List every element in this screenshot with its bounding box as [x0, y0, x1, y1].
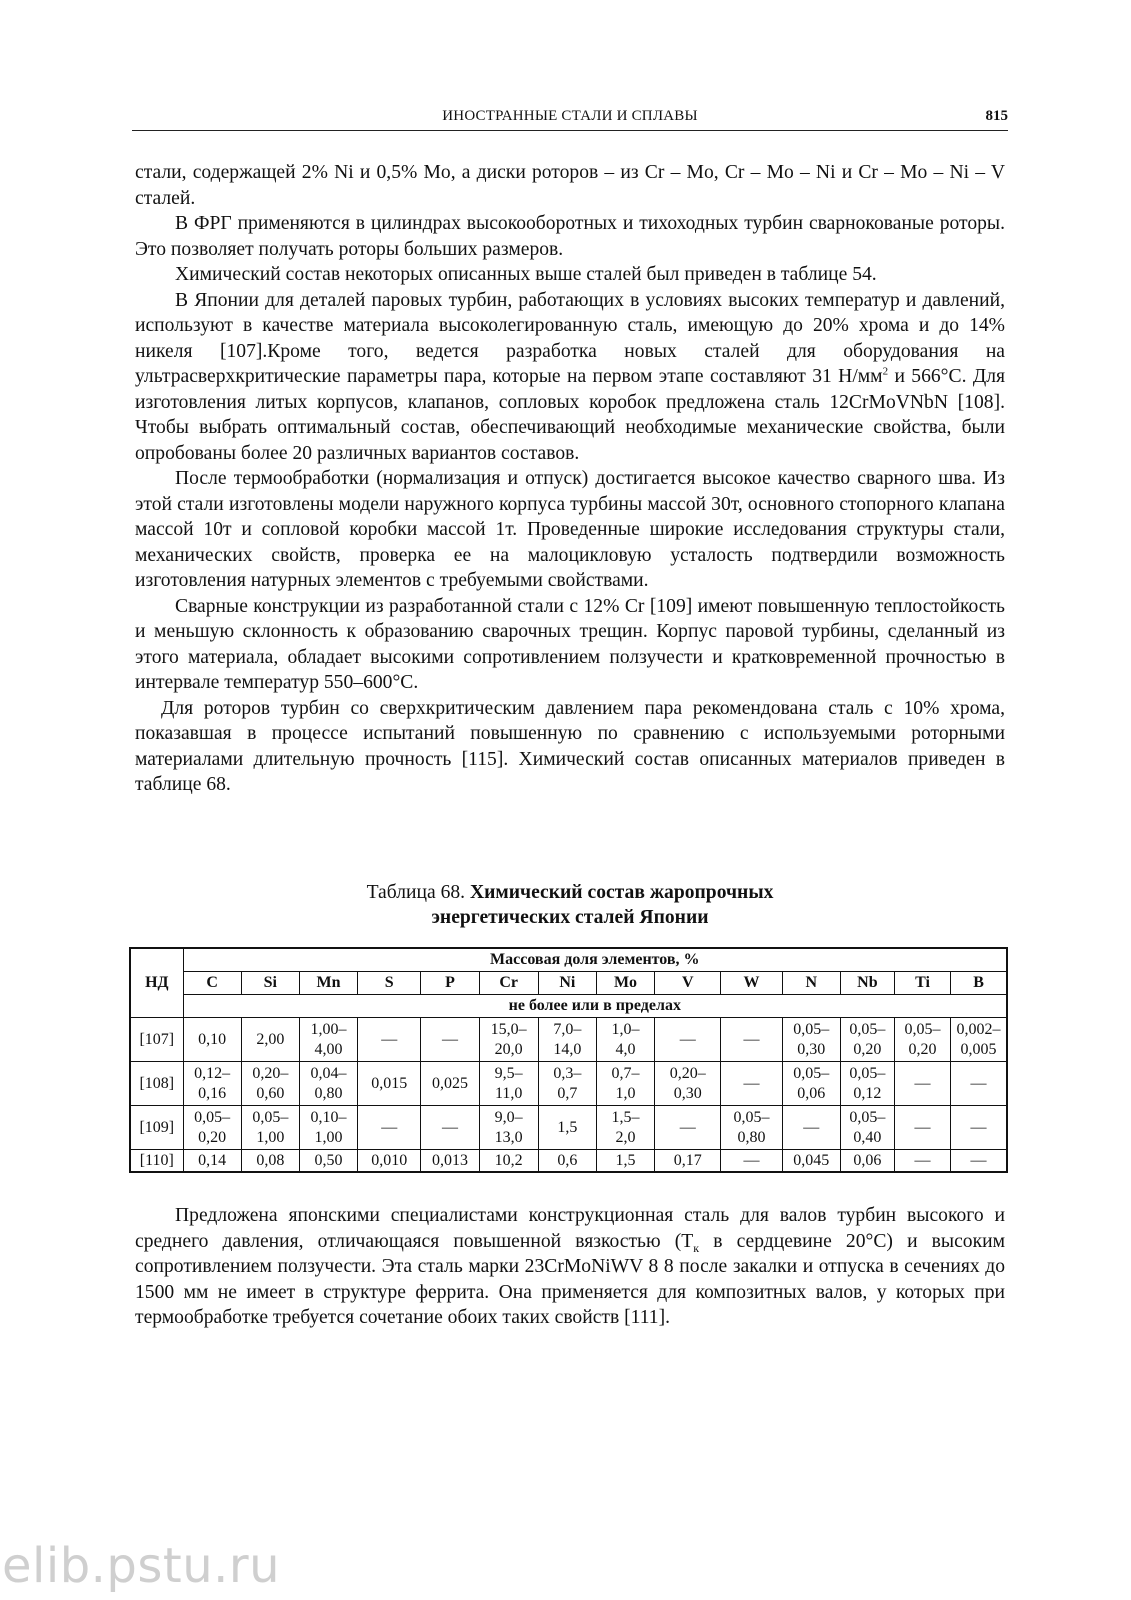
watermark: elib.pstu.ru [2, 1538, 281, 1594]
cell-line: 0,50 [314, 1151, 343, 1169]
cell-line: 0,05– [849, 1064, 886, 1082]
cell-line: — [743, 1030, 760, 1048]
table-cell [596, 1150, 654, 1173]
superscript: 2 [882, 365, 889, 378]
column-header: S [358, 972, 421, 995]
cell-line: — [743, 1151, 760, 1169]
cell-line: 1,00 [314, 1128, 343, 1146]
table-cell [358, 1018, 421, 1062]
cell-line: 20,0 [494, 1040, 523, 1058]
table-cell [655, 1106, 721, 1150]
paragraph-text: В Японии для деталей паровых турбин, работающих в условиях высоких температур и давлений, используют в качестве материала высоколегированную сталь, имеющую до 20% хрома и до 14% никеля [107].Кроме того, ведется разработка новых сталей для оборудования на ультрасверхкритические параметры пара, которые на первом этапе составляют 31 Н/мм [135, 289, 1005, 387]
nd-cell: [108] [130, 1062, 183, 1106]
cell-line: 1,5– [611, 1108, 640, 1126]
cell-line: 0,3– [553, 1064, 582, 1082]
table-cell [538, 1062, 596, 1106]
table-cell [421, 1150, 479, 1173]
table-cell [721, 1150, 782, 1173]
table-cell [538, 1150, 596, 1173]
cell-line: 11,0 [494, 1084, 523, 1102]
cell-line: 0,17 [673, 1151, 702, 1169]
table-cell [421, 1062, 479, 1106]
table-cell [721, 1106, 782, 1150]
table-cell [538, 1106, 596, 1150]
cell-line: 0,7 [557, 1084, 578, 1102]
column-header: Mn [299, 972, 357, 995]
cell-line: 0,14 [198, 1151, 227, 1169]
table-cell [951, 1018, 1007, 1062]
table-cell [241, 1150, 299, 1173]
cell-line: — [970, 1118, 987, 1136]
cell-line: — [381, 1030, 398, 1048]
table-cell [951, 1106, 1007, 1150]
caption-title: Химический состав жаропрочных [469, 882, 774, 903]
column-header: P [421, 972, 479, 995]
cell-line: 0,20– [252, 1064, 289, 1082]
cell-line: 0,013 [431, 1151, 468, 1169]
table-cell [479, 1106, 538, 1150]
column-header: V [655, 972, 721, 995]
cell-line: — [679, 1030, 696, 1048]
table-cell [479, 1062, 538, 1106]
cell-line: 0,80 [737, 1128, 766, 1146]
paragraph [135, 288, 1005, 467]
cell-line: 0,10– [310, 1108, 347, 1126]
cell-line: 0,30 [673, 1084, 702, 1102]
cell-line: 0,10 [198, 1030, 227, 1048]
paragraph: Химический состав некоторых описанных выше сталей был приведен в таблице 54. [175, 264, 877, 285]
cell-line: 0,7– [611, 1064, 640, 1082]
table-cell [596, 1018, 654, 1062]
cell-line: 0,60 [256, 1084, 285, 1102]
table-cell [358, 1150, 421, 1173]
cell-line: 0,002– [956, 1020, 1001, 1038]
cell-line: — [914, 1118, 931, 1136]
paragraph: стали, содержащей 2% Ni и 0,5% Mo, а диски роторов – из Cr – Mo, Cr – Mo – Ni и Cr – Mo – Ni – V сталей. [135, 162, 1005, 209]
cell-line: 0,06 [853, 1151, 882, 1169]
cell-line: 1,0– [611, 1020, 640, 1038]
cell-line: 0,40 [853, 1128, 882, 1146]
table-cell [241, 1062, 299, 1106]
caption-title: энергетических сталей Японии [431, 907, 709, 928]
table-cell [840, 1062, 894, 1106]
cell-line: 9,5– [494, 1064, 523, 1082]
paragraph-text: Предложена японскими специалистами конструкционная сталь для валов турбин высокого и среднего давления, отличающаяся повышенной вязкостью (Т [135, 1205, 1005, 1252]
page-number: 815 [985, 108, 1008, 124]
cell-line: 1,00– [310, 1020, 347, 1038]
cell-line: 0,05– [733, 1108, 770, 1126]
cell-line: 0,045 [793, 1151, 830, 1169]
subscript: к [693, 1240, 700, 1255]
cell-line: 0,05– [849, 1108, 886, 1126]
paragraph [135, 1203, 1005, 1331]
table-cell [183, 1062, 241, 1106]
paragraph-text: и 566°С. Для изготовления литых корпусов, клапанов, сопловых коробок предложена сталь 12CrMoVNbN [108]. Чтобы выбрать оптимальный состав, обеспечивающий необходимые механические свойства, были опробованы более 20 различных вариантов составов. [135, 366, 1005, 464]
cell-line: 7,0– [553, 1020, 582, 1038]
nd-header: НД [130, 948, 183, 1018]
paragraph: После термообработки (нормализация и отпуск) достигается высокое качество сварного шва. Из этой стали изготовлены модели наружного корпуса турбины массой 30т, основного стопорного клапана массой 10т и сопловой коробки массой 1т. Проведенные широкие исследования структуры стали, механических свойств, проверка ее на малоцикловую усталость подтвердили возможность изготовления натурных элементов с требуемыми свойствами. [135, 468, 1005, 591]
table-cell [421, 1106, 479, 1150]
cell-line: 0,05– [904, 1020, 941, 1038]
table-cell [596, 1106, 654, 1150]
cell-line: 0,12 [853, 1084, 882, 1102]
cell-line: 0,005 [960, 1040, 997, 1058]
cell-line: 0,06 [797, 1084, 826, 1102]
group-header: Массовая доля элементов, % [183, 948, 1007, 972]
column-header: Mo [596, 972, 654, 995]
table-cell [655, 1018, 721, 1062]
cell-line: — [679, 1118, 696, 1136]
table-cell [894, 1018, 950, 1062]
table-cell [782, 1018, 840, 1062]
cell-line: 13,0 [494, 1128, 523, 1146]
cell-line: 0,05– [194, 1108, 231, 1126]
table-row [130, 1150, 1007, 1173]
cell-line: 0,05– [793, 1064, 830, 1082]
cell-line: 0,6 [557, 1151, 578, 1169]
cell-line: 0,30 [797, 1040, 826, 1058]
composition-table [129, 947, 1008, 1173]
cell-line: 0,20 [198, 1128, 227, 1146]
caption-prefix: Таблица 68. [366, 882, 466, 903]
cell-line: 0,025 [431, 1074, 468, 1092]
column-header: C [183, 972, 241, 995]
cell-line: 0,20 [908, 1040, 937, 1058]
cell-line: 10,2 [494, 1151, 523, 1169]
table-row [130, 1018, 1007, 1062]
cell-line: 0,05– [793, 1020, 830, 1038]
table-cell [479, 1150, 538, 1173]
cell-line: 0,80 [314, 1084, 343, 1102]
cell-line: 0,010 [371, 1151, 408, 1169]
table-cell [951, 1062, 1007, 1106]
cell-line: 0,20 [853, 1040, 882, 1058]
subheader: не более или в пределах [183, 995, 1007, 1018]
paragraph-text: в сердцевине 20°С) и высоким сопротивлением ползучести. Эта сталь марки 23CrMoNiWV 8 8 после закалки и отпуска в сечениях до 1500 мм не имеет в структуре феррита. Она применяется для композитных валов, у которых при термообработке требуется сочетание обоих таких свойств [111]. [135, 1230, 1005, 1328]
cell-line: — [914, 1151, 931, 1169]
cell-line: 0,05– [849, 1020, 886, 1038]
column-header: Nb [840, 972, 894, 995]
cell-line: — [803, 1118, 820, 1136]
nd-cell: [110] [130, 1150, 183, 1173]
cell-line: — [914, 1074, 931, 1092]
nd-cell: [107] [130, 1018, 183, 1062]
table-cell [299, 1018, 357, 1062]
table-caption [132, 880, 1008, 930]
table-cell [421, 1018, 479, 1062]
table-cell [951, 1150, 1007, 1173]
cell-line: — [441, 1030, 458, 1048]
cell-line: 15,0– [490, 1020, 527, 1038]
page-header [132, 106, 1008, 131]
table-cell [183, 1150, 241, 1173]
table-cell [299, 1150, 357, 1173]
column-header: Ti [894, 972, 950, 995]
table-row [130, 1106, 1007, 1150]
table-row [130, 1062, 1007, 1106]
paragraph: Для роторов турбин со сверхкритическим давлением пара рекомендована сталь с 10% хрома, показавшая в процессе испытаний повышенную по сравнению с используемыми роторными материалами длительную прочность [115]. Химический состав описанных материалов приведен в таблице 68. [135, 697, 1005, 795]
table-cell [894, 1150, 950, 1173]
cell-line: 0,04– [310, 1064, 347, 1082]
cell-line: 0,12– [194, 1064, 231, 1082]
table-cell [596, 1062, 654, 1106]
table-cell [241, 1018, 299, 1062]
table-cell [840, 1150, 894, 1173]
cell-line: 2,00 [256, 1030, 285, 1048]
running-title: ИНОСТРАННЫЕ СТАЛИ И СПЛАВЫ [442, 108, 698, 124]
table-cell [782, 1106, 840, 1150]
table-cell [894, 1062, 950, 1106]
table-cell [721, 1018, 782, 1062]
cell-line: 1,00 [256, 1128, 285, 1146]
table-cell [840, 1018, 894, 1062]
table-cell [479, 1018, 538, 1062]
table-cell [183, 1106, 241, 1150]
cell-line: 0,015 [371, 1074, 408, 1092]
cell-line: — [970, 1151, 987, 1169]
table-cell [183, 1018, 241, 1062]
table-cell [721, 1062, 782, 1106]
table-cell [655, 1150, 721, 1173]
cell-line: 9,0– [494, 1108, 523, 1126]
table-cell [538, 1018, 596, 1062]
table-cell [358, 1062, 421, 1106]
cell-line: — [970, 1074, 987, 1092]
table-cell [782, 1062, 840, 1106]
cell-line: — [381, 1118, 398, 1136]
cell-line: 0,20– [669, 1064, 706, 1082]
cell-line: 0,05– [252, 1108, 289, 1126]
cell-line: 1,5 [557, 1118, 578, 1136]
column-header: N [782, 972, 840, 995]
table-cell [241, 1106, 299, 1150]
cell-line: — [743, 1074, 760, 1092]
column-header: W [721, 972, 782, 995]
table-cell [299, 1106, 357, 1150]
table-cell [358, 1106, 421, 1150]
table-cell [782, 1150, 840, 1173]
table-cell [655, 1062, 721, 1106]
paragraph: Сварные конструкции из разработанной стали с 12% Cr [109] имеют повышенную теплостойкость и меньшую склонность к образованию сварочных трещин. Корпус паровой турбины, сделанный из этого материала, обладает высокими сопротивлением ползучести и кратковременной прочностью в интервале температур 550–600°С. [135, 595, 1005, 693]
closing-text [135, 1203, 1005, 1331]
cell-line: 1,5 [615, 1151, 636, 1169]
table-cell [894, 1106, 950, 1150]
cell-line: 2,0 [615, 1128, 636, 1146]
column-header: B [951, 972, 1007, 995]
paragraph: В ФРГ применяются в цилиндрах высокооборотных и тихоходных турбин сварнокованые роторы. Это позволяет получать роторы больших размеров. [135, 213, 1005, 260]
column-header: Si [241, 972, 299, 995]
table-cell [299, 1062, 357, 1106]
cell-line: 1,0 [615, 1084, 636, 1102]
cell-line: 14,0 [553, 1040, 582, 1058]
cell-line: 0,08 [256, 1151, 285, 1169]
column-header: Ni [538, 972, 596, 995]
body-text [135, 160, 1005, 798]
table-cell [840, 1106, 894, 1150]
nd-cell: [109] [130, 1106, 183, 1150]
cell-line: 4,00 [314, 1040, 343, 1058]
cell-line: — [441, 1118, 458, 1136]
cell-line: 4,0 [615, 1040, 636, 1058]
cell-line: 0,16 [198, 1084, 227, 1102]
column-header: Cr [479, 972, 538, 995]
